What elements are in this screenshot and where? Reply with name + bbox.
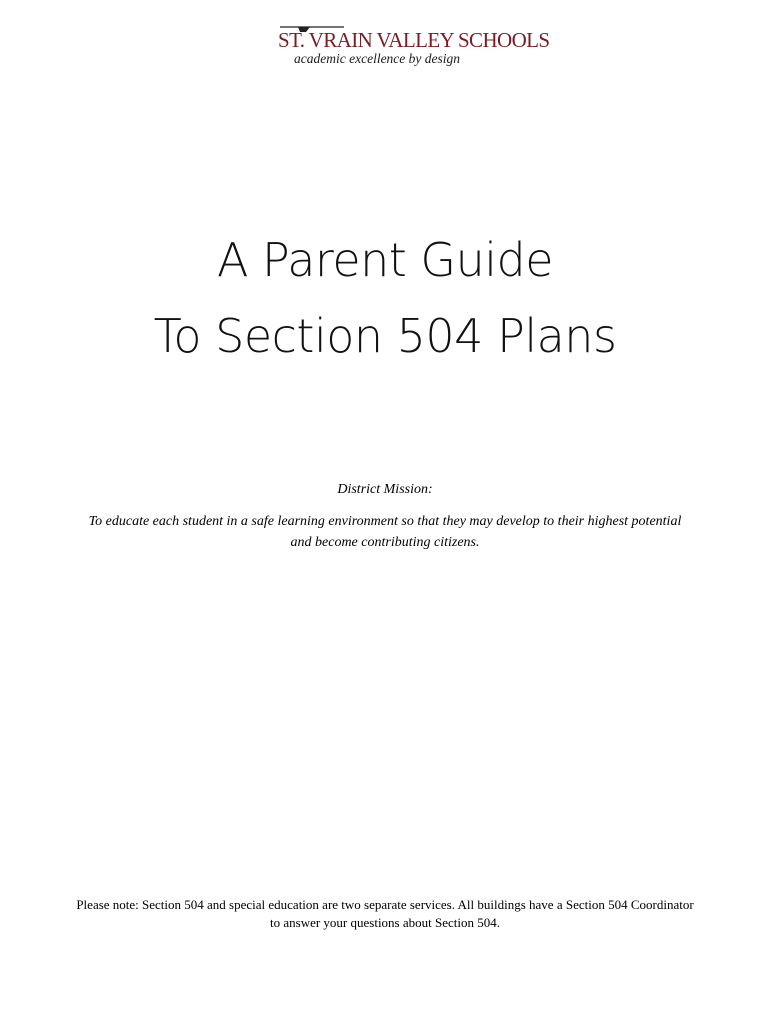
title-line-1: A Parent Guide bbox=[216, 233, 554, 287]
page-title bbox=[0, 222, 770, 374]
logo-name: ST. VRAIN VALLEY SCHOOLS bbox=[278, 28, 550, 52]
title-line-2: To Section 504 Plans bbox=[153, 309, 617, 363]
mission-text: To educate each student in a safe learning environment so that they may develop to their highest potential and become contributing citizens. bbox=[88, 514, 682, 550]
mission-label: District Mission: bbox=[337, 482, 433, 497]
district-logo bbox=[270, 22, 550, 72]
logo-tagline: academic excellence by design bbox=[294, 51, 461, 66]
footnote: Please note: Section 504 and special education are two separate services. All buildings have a Section 504 Coordinator to answer your questions about Section 504. bbox=[76, 897, 694, 930]
